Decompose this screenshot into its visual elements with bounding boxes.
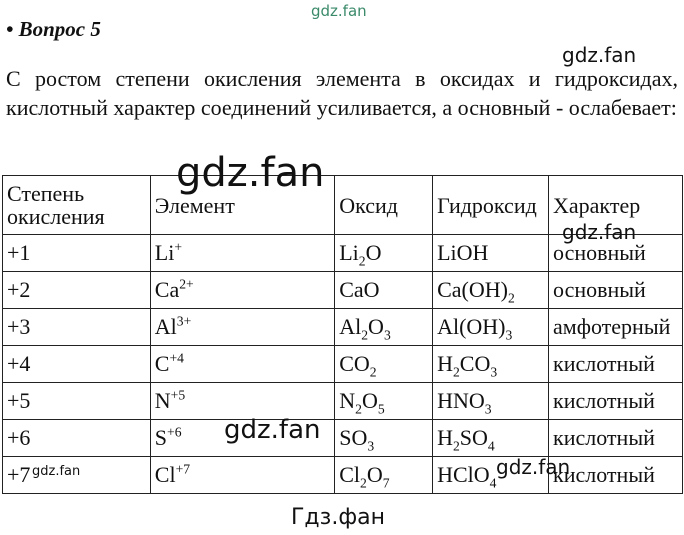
- cell-element: $C^{+4}$: [150, 346, 334, 383]
- cell-oxidation-state: +5: [3, 383, 151, 420]
- cell-character: кислотный: [549, 383, 683, 420]
- watermark: gdz.fan: [496, 455, 571, 479]
- cell-character: кислотный: [549, 420, 683, 457]
- cell-hydroxide: $HNO_3$: [433, 383, 549, 420]
- cell-oxide: $Li_2O$: [335, 235, 433, 272]
- cell-hydroxide: LiOH: [433, 235, 549, 272]
- header-character: Характер: [549, 176, 683, 235]
- header-hydroxide: Гидроксид: [433, 176, 549, 235]
- cell-hydroxide: HClO$_4$: [433, 457, 549, 494]
- cell-element: $Ca^{2+}$: [150, 272, 334, 309]
- answer-paragraph: С ростом степени окисления элемента в оксидах и гидроксидах, кислотный характер соединений усиливается, а основный - ослабевает:: [6, 66, 678, 120]
- cell-oxide: $Cl_2O_7$: [335, 457, 433, 494]
- cell-element: $S^{+6}$: [150, 420, 334, 457]
- cell-oxidation-state: +7: [3, 457, 151, 494]
- watermark: gdz.fan: [562, 220, 637, 244]
- cell-character: основный: [549, 272, 683, 309]
- cell-hydroxide: $H_2SO_4$: [433, 420, 549, 457]
- question-heading: • Вопрос 5: [6, 17, 101, 41]
- table-row: [3, 309, 683, 346]
- cell-oxide: $CO_2$: [335, 346, 433, 383]
- cell-oxidation-state: +6: [3, 420, 151, 457]
- watermark: gdz.fan: [562, 43, 637, 67]
- cell-character: кислотный: [549, 457, 683, 494]
- cell-hydroxide: $H_2CO_3$: [433, 346, 549, 383]
- cell-element: $Cl^{+7}$: [150, 457, 334, 494]
- table-row: [3, 272, 683, 309]
- cell-hydroxide: $Ca(OH)_2$: [433, 272, 549, 309]
- header-oxidation-state: Степень окисления: [3, 176, 151, 235]
- cell-element: $N^{+5}$: [150, 383, 334, 420]
- watermark-large: gdz.fan: [176, 150, 325, 196]
- cell-oxide: CaO: [335, 272, 433, 309]
- cell-oxidation-state: +2: [3, 272, 151, 309]
- table-row: [3, 457, 683, 494]
- watermark-bottom: Гдз.фан: [291, 505, 385, 530]
- watermark-top: gdz.fan: [311, 2, 367, 20]
- header-element: Элемент: [150, 176, 334, 235]
- header-oxide: Оксид: [335, 176, 433, 235]
- cell-oxidation-state: +4: [3, 346, 151, 383]
- cell-oxidation-state: +1: [3, 235, 151, 272]
- table-row: [3, 420, 683, 457]
- cell-character: основный: [549, 235, 683, 272]
- cell-element: $Al^{3+}$: [150, 309, 334, 346]
- table-row: [3, 383, 683, 420]
- cell-character: кислотный: [549, 346, 683, 383]
- watermark-small: gdz.fan: [32, 464, 81, 479]
- cell-character: амфотерный: [549, 309, 683, 346]
- cell-oxide: $SO_3$: [335, 420, 433, 457]
- cell-oxide: $Al_2O_3$: [335, 309, 433, 346]
- cell-element: Li+: [150, 235, 334, 272]
- watermark: gdz.fan: [224, 415, 321, 445]
- cell-hydroxide: $Al(OH)_3$: [433, 309, 549, 346]
- cell-oxidation-state: +3: [3, 309, 151, 346]
- table-row: [3, 346, 683, 383]
- cell-oxide: $N_2O_5$: [335, 383, 433, 420]
